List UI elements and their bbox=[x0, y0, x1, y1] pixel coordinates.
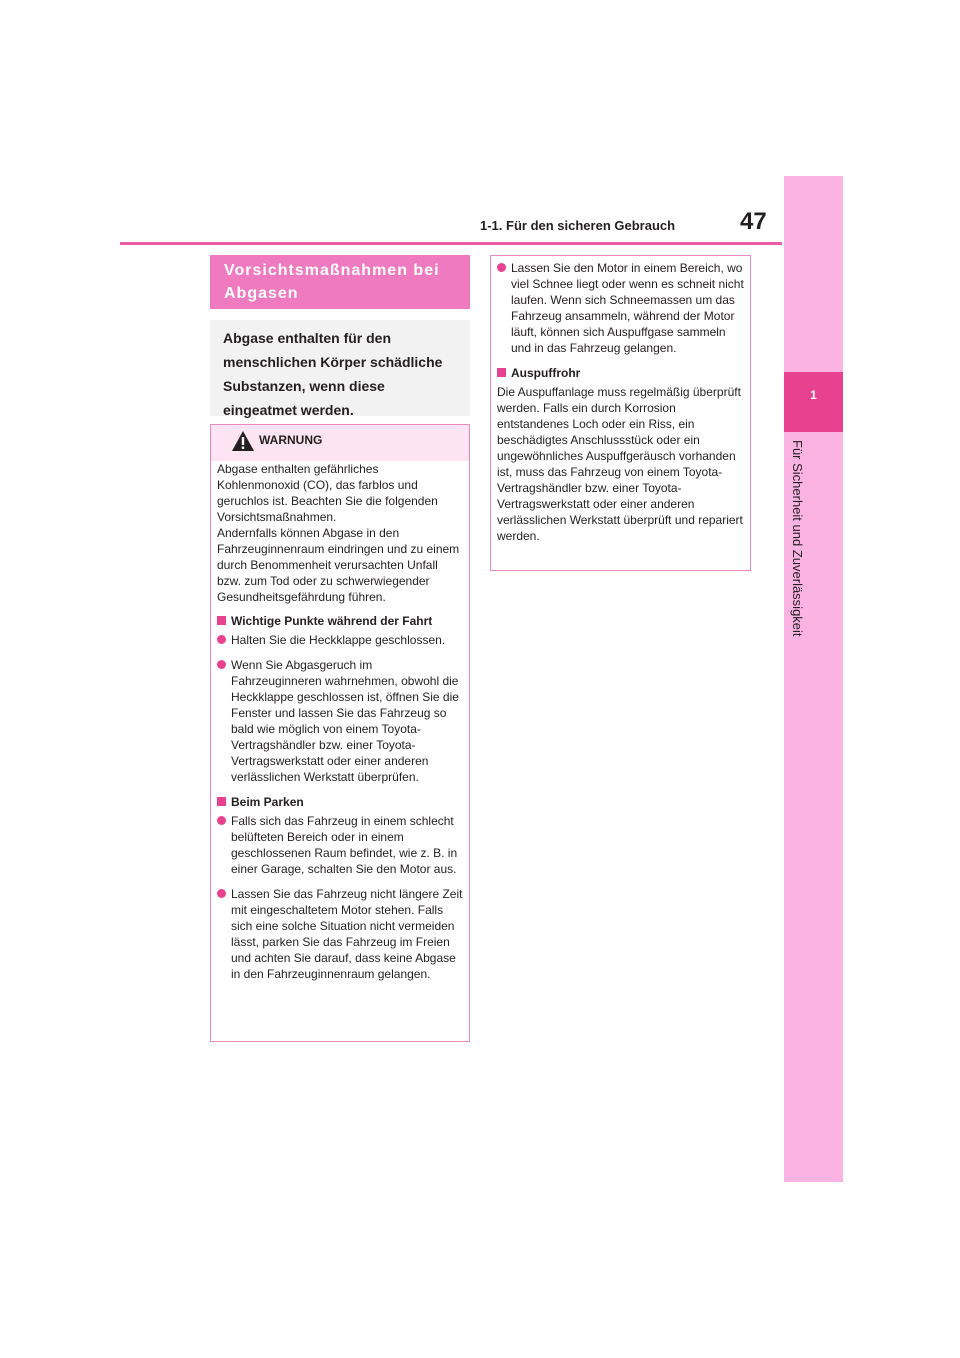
bullet-text: Wenn Sie Abgasgeruch im Fahrzeuginneren wahrnehmen, obwohl die Heckklappe geschlossen ist, öffnen Sie die Fenster und lassen Sie das Fahrzeug so bald wie möglich von einem Toyota-Vertragshändler bzw. einer Toyota-Vertragswerkstatt oder einer anderen verlässlichen Werkstatt überprüfen. bbox=[231, 658, 459, 784]
bullet-text: Halten Sie die Heckklappe geschlossen. bbox=[231, 633, 446, 647]
subheading-text: Beim Parken bbox=[231, 795, 304, 809]
bullet-text: Lassen Sie das Fahrzeug nicht längere Zeit mit eingeschaltetem Motor stehen. Falls sich eine solche Situation nicht vermeiden lässt, parken Sie das Fahrzeug im Freien und achten Sie darauf, dass keine Abgase in den Fahrzeuginnenraum gelangen. bbox=[231, 887, 463, 981]
round-bullet-icon bbox=[217, 635, 226, 644]
section-title-line1: Vorsichtsmaßnahmen bei bbox=[224, 262, 440, 279]
square-bullet-icon bbox=[497, 368, 506, 377]
square-bullet-icon bbox=[217, 616, 226, 625]
body-paragraph: Die Auspuffanlage muss regelmäßig überprüft werden. Falls ein durch Korrosion entstandenes Loch oder ein Riss, ein beschädigtes Anschlussstück oder ein ungewöhnliches Auspuffgeräusch vorhanden ist, muss das Fahrzeug von einem Toyota-Vertragshändler bzw. einer Toyota-Vertragswerkstatt oder einer anderen verlässlichen Werkstatt überprüft und repariert werden. bbox=[497, 385, 743, 543]
header-rule bbox=[120, 242, 782, 245]
header-title: 1-1. Für den sicheren Gebrauch bbox=[480, 218, 676, 233]
section-title-line2: Abgasen bbox=[224, 285, 299, 302]
round-bullet-icon bbox=[217, 816, 226, 825]
bullet-item bbox=[217, 657, 463, 785]
warning-box bbox=[210, 424, 470, 1042]
side-tab-active-marker[interactable] bbox=[784, 372, 843, 432]
warning-paragraph: Andernfalls können Abgase in den Fahrzeuginnenraum eindringen und zu einem durch Benommenheit verursachten Unfall bzw. zum Tod oder zu schwerwiegender Gesundheitsgefährdung führen. bbox=[217, 526, 460, 604]
subheading-text: Wichtige Punkte während der Fahrt bbox=[231, 614, 433, 628]
round-bullet-icon bbox=[217, 889, 226, 898]
side-tab-number: 1 bbox=[810, 388, 817, 402]
subheading bbox=[497, 365, 744, 381]
bullet-item bbox=[217, 632, 463, 648]
page-number: 47 bbox=[740, 208, 767, 235]
subheading-text: Auspuffrohr bbox=[511, 366, 581, 380]
warning-label: WARNUNG bbox=[259, 433, 323, 447]
right-content-box bbox=[490, 255, 751, 571]
round-bullet-icon bbox=[217, 660, 226, 669]
warning-paragraph: Abgase enthalten gefährliches Kohlenmonoxid (CO), das farblos und geruchlos ist. Beachten Sie die folgenden Vorsichtsmaßnahmen. bbox=[217, 462, 438, 524]
warning-header bbox=[211, 425, 469, 461]
bullet-item bbox=[217, 813, 463, 877]
warning-triangle-icon bbox=[231, 430, 255, 452]
warning-body bbox=[211, 461, 469, 982]
bullet-item bbox=[497, 260, 744, 356]
bullet-text: Lassen Sie den Motor in einem Bereich, wo viel Schnee liegt oder wenn es schneit nicht laufen. Wenn sich Schneemassen um das Fahrzeug ansammeln, während der Motor läuft, können sich Auspuffgase sammeln und in das Fahrzeug gelangen. bbox=[511, 261, 744, 355]
square-bullet-icon bbox=[217, 797, 226, 806]
subheading bbox=[217, 794, 463, 810]
section-header bbox=[210, 255, 470, 309]
subheading bbox=[217, 613, 463, 629]
round-bullet-icon bbox=[497, 263, 506, 272]
intro-text: Abgase enthalten für den menschlichen Körper schädliche Substanzen, wenn diese eingeatmet werden. bbox=[223, 330, 443, 418]
bullet-text: Falls sich das Fahrzeug in einem schlecht belüfteten Bereich oder in einem geschlossenen Raum befindet, wie z. B. in einer Garage, schalten Sie den Motor aus. bbox=[231, 814, 458, 876]
bullet-item bbox=[217, 886, 463, 982]
intro-box bbox=[210, 320, 470, 416]
side-tab-label: Für Sicherheit und Zuverlässigkeit bbox=[790, 440, 805, 637]
